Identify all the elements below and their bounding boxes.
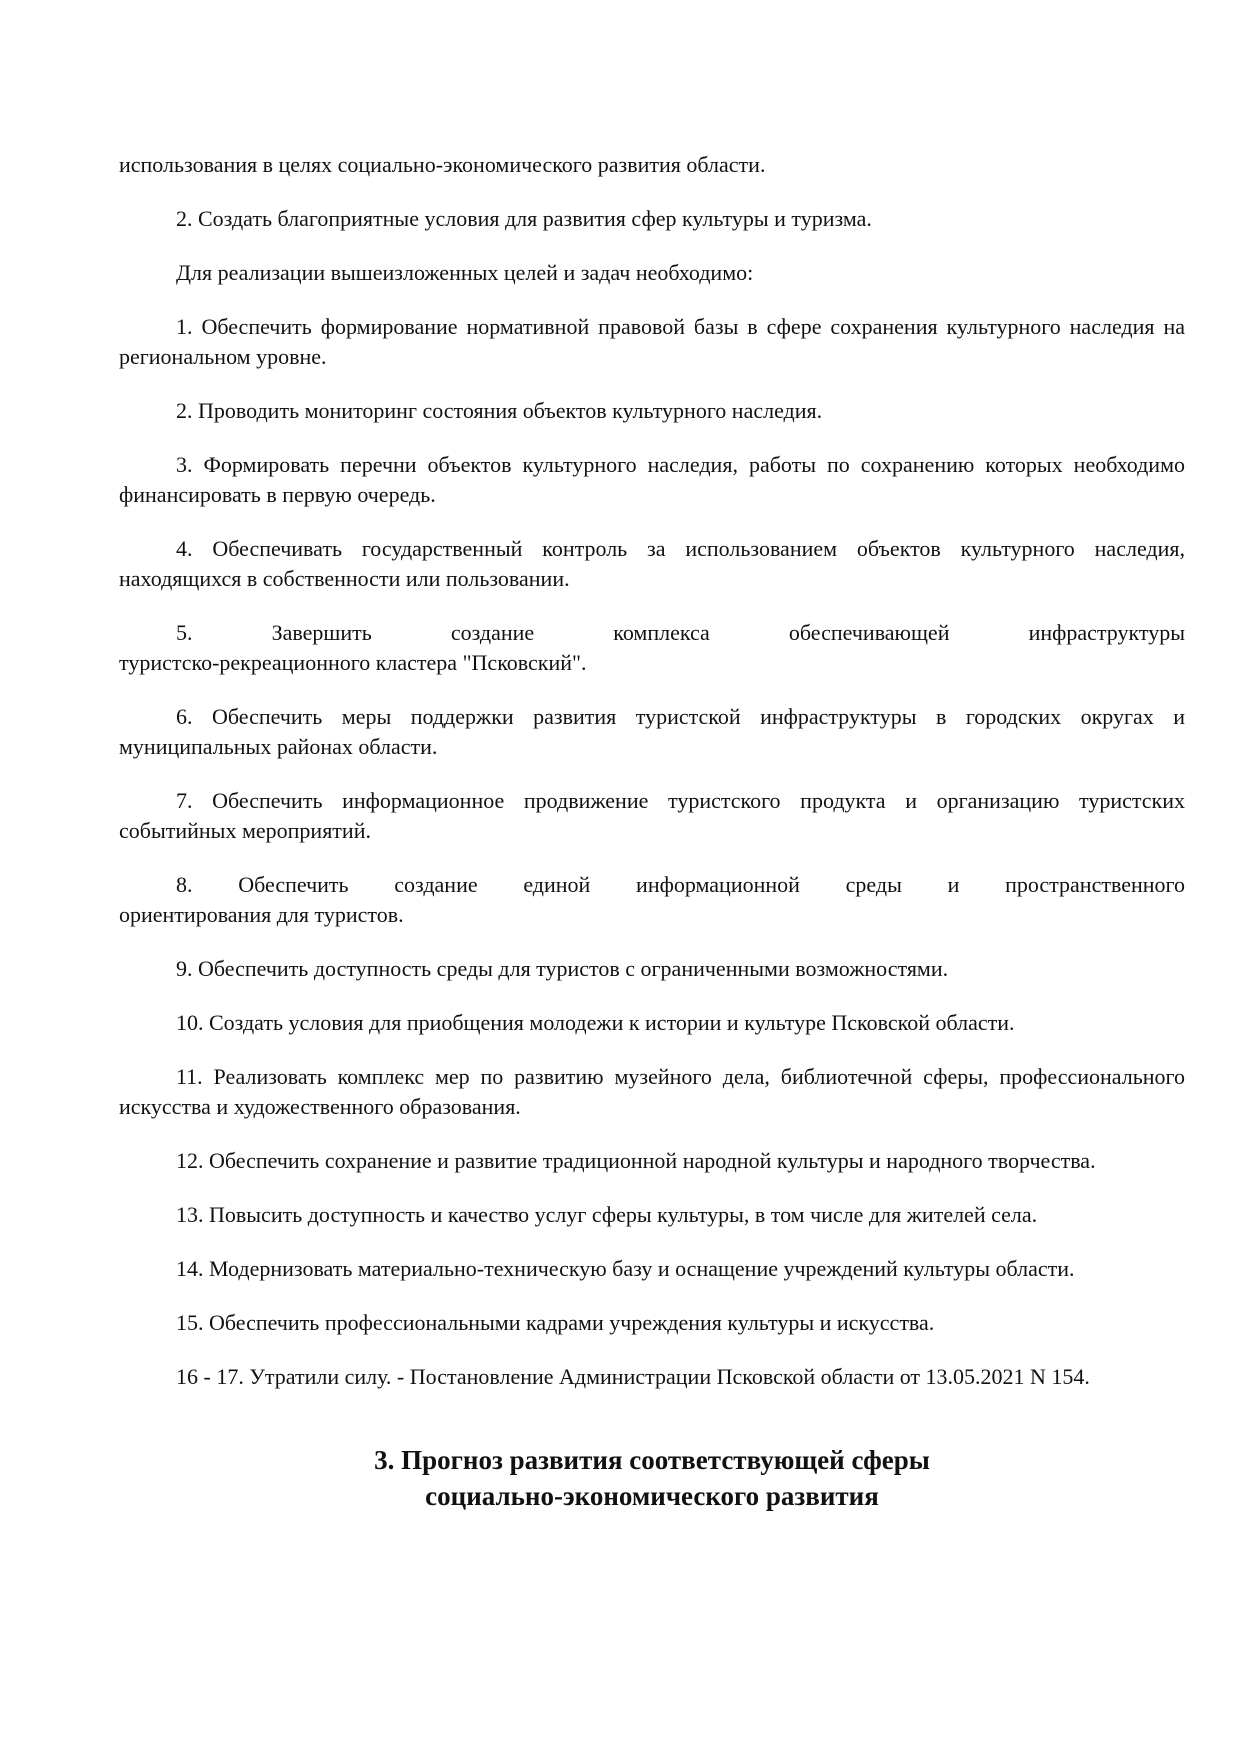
paragraph-task-16-17: 16 - 17. Утратили силу. - Постановление Администрации Псковской области от 13.05.2021 N 154.: [176, 1364, 1090, 1389]
paragraph-task-11: 11. Реализовать комплекс мер по развитию музейного дела, библиотечной сферы, профессионального искусства и художественного образования.: [119, 1064, 1185, 1119]
paragraph-task-8-line1: 8. Обеспечить создание единой информационной среды и пространственного: [176, 872, 1185, 897]
paragraph-task-15: 15. Обеспечить профессиональными кадрами учреждения культуры и искусства.: [176, 1310, 935, 1335]
section-heading-line1: 3. Прогноз развития соответствующей сферы: [374, 1445, 930, 1475]
paragraph-task-5-line2: туристско-рекреационного кластера "Псковский".: [119, 650, 587, 675]
paragraph-task-13: 13. Повысить доступность и качество услуг сферы культуры, в том числе для жителей села.: [176, 1202, 1038, 1227]
paragraph-task-5-line1: 5. Завершить создание комплекса обеспечивающей инфраструктуры: [176, 620, 1185, 645]
paragraph-task-3: 3. Формировать перечни объектов культурного наследия, работы по сохранению которых необходимо финансировать в первую очередь.: [119, 452, 1185, 507]
paragraph-task-8: [119, 870, 1185, 930]
paragraph-task-5: [119, 618, 1185, 678]
paragraph-tasks-intro: Для реализации вышеизложенных целей и задач необходимо:: [176, 260, 754, 285]
paragraph-task-7: 7. Обеспечить информационное продвижение туристского продукта и организацию туристских событийных мероприятий.: [119, 788, 1185, 843]
section-heading-line2: социально-экономического развития: [425, 1481, 879, 1511]
paragraph-goal-2: 2. Создать благоприятные условия для развития сфер культуры и туризма.: [176, 206, 872, 231]
paragraph-task-10: 10. Создать условия для приобщения молодежи к истории и культуре Псковской области.: [176, 1010, 1015, 1035]
paragraph-task-6: 6. Обеспечить меры поддержки развития туристской инфраструктуры в городских округах и муниципальных районах области.: [119, 704, 1185, 759]
paragraph-task-12: 12. Обеспечить сохранение и развитие традиционной народной культуры и народного творчества.: [176, 1148, 1096, 1173]
paragraph-task-8-line2: ориентирования для туристов.: [119, 902, 404, 927]
paragraph-task-1: 1. Обеспечить формирование нормативной правовой базы в сфере сохранения культурного наследия на региональном уровне.: [119, 314, 1185, 369]
paragraph-task-4: 4. Обеспечивать государственный контроль за использованием объектов культурного наследия, находящихся в собственности или пользовании.: [119, 536, 1185, 591]
paragraph-task-14: 14. Модернизовать материально-техническую базу и оснащение учреждений культуры области.: [176, 1256, 1075, 1281]
section-heading: [119, 1442, 1185, 1514]
paragraph-continuation: использования в целях социально-экономического развития области.: [119, 152, 766, 177]
paragraph-task-2: 2. Проводить мониторинг состояния объектов культурного наследия.: [176, 398, 823, 423]
document-body: [119, 150, 1185, 1514]
paragraph-task-9: 9. Обеспечить доступность среды для туристов с ограниченными возможностями.: [176, 956, 949, 981]
